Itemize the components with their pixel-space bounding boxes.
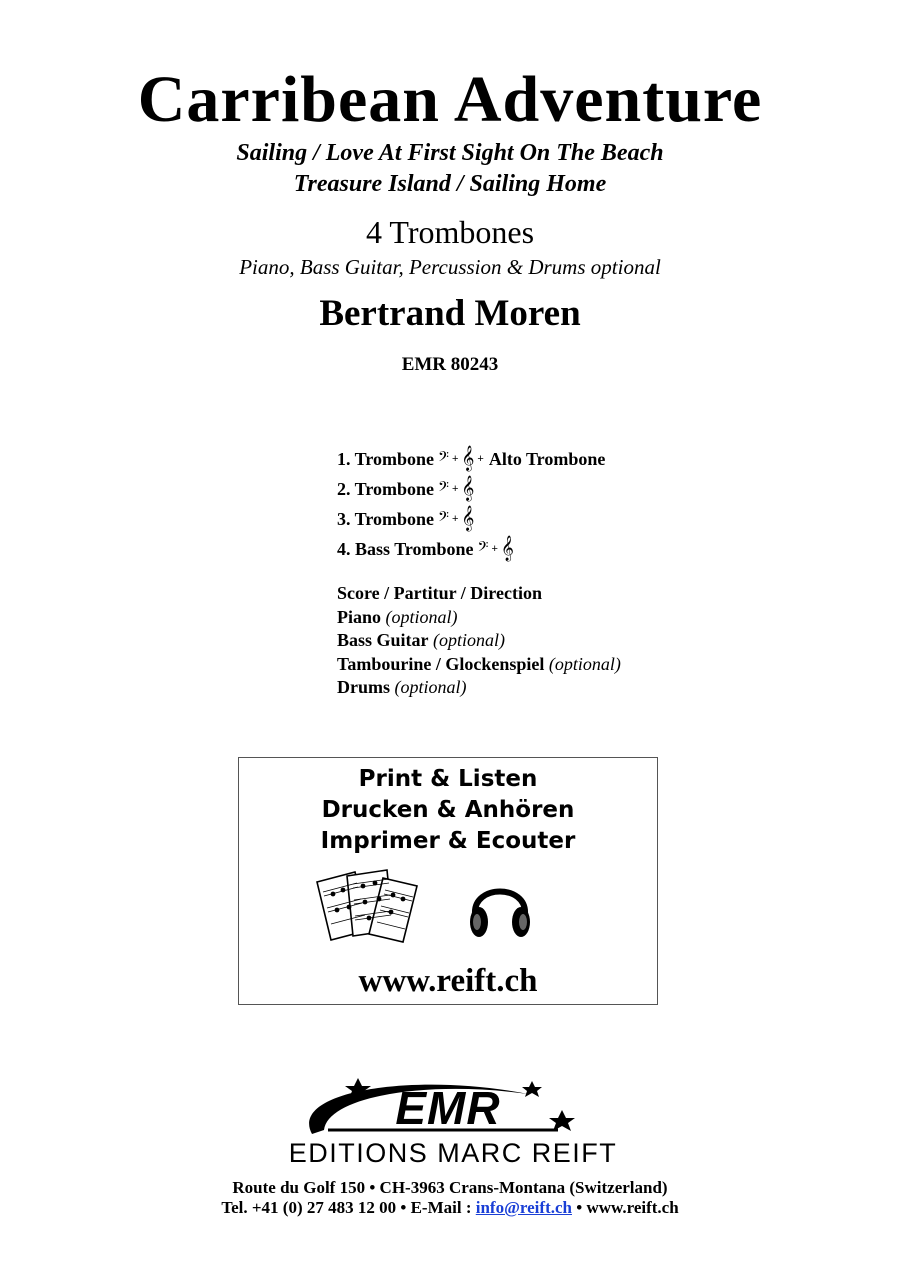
list-item xyxy=(337,583,621,607)
part-item xyxy=(337,504,605,534)
plus-sign: + xyxy=(477,453,484,465)
part-item xyxy=(337,444,605,474)
part-label: 4. Bass Trombone xyxy=(337,538,474,559)
separator: • xyxy=(400,1198,407,1217)
sheet-music-icon xyxy=(313,868,423,944)
separator: • xyxy=(576,1198,583,1217)
part-label: 3. Trombone xyxy=(337,508,435,529)
list-item xyxy=(337,607,621,631)
clef-group xyxy=(438,508,474,530)
treble-clef-icon: 𝄞 xyxy=(461,476,475,501)
optional-note: (optional) xyxy=(394,677,467,697)
promo-website-link[interactable]: www.reift.ch xyxy=(358,963,538,999)
promo-line-german: Drucken & Anhören xyxy=(321,797,575,823)
part-label: 2. Trombone xyxy=(337,478,435,499)
part-name: Score / Partitur / Direction xyxy=(337,583,542,603)
composer-name: Bertrand Moren xyxy=(319,293,581,334)
publisher-address: Route du Golf 150 • CH-3963 Crans-Montana (Switzerland) xyxy=(232,1178,668,1197)
website-link[interactable]: www.reift.ch xyxy=(586,1198,679,1217)
promo-line-french: Imprimer & Ecouter xyxy=(320,828,576,854)
part-name: Tambourine / Glockenspiel xyxy=(337,653,545,674)
list-item xyxy=(337,654,621,678)
part-item xyxy=(337,474,605,504)
movements-line-2: Treasure Island / Sailing Home xyxy=(293,171,607,197)
plus-sign: + xyxy=(451,513,459,525)
clef-group xyxy=(478,538,514,560)
phone-number: Tel. +41 (0) 27 483 12 00 xyxy=(221,1198,397,1217)
print-listen-box xyxy=(238,757,658,1005)
email-label: E-Mail : xyxy=(410,1198,472,1217)
clef-group xyxy=(438,448,487,470)
page-title: Carribean Adventure xyxy=(137,63,763,136)
bass-clef-icon: 𝄢 xyxy=(477,538,489,559)
publisher-name: EDITIONS MARC REIFT xyxy=(288,1138,618,1168)
treble-clef-icon: 𝄞 xyxy=(461,506,475,531)
plus-sign: + xyxy=(451,483,459,495)
part-item xyxy=(337,534,605,564)
bass-clef-icon: 𝄢 xyxy=(438,508,449,529)
bass-clef-icon: 𝄢 xyxy=(438,478,449,499)
email-link[interactable]: info@reift.ch xyxy=(475,1198,572,1217)
emr-logo xyxy=(228,1072,678,1168)
headphones-icon xyxy=(465,870,535,942)
additional-parts-list xyxy=(337,583,621,701)
instrumentation: 4 Trombones xyxy=(365,214,535,250)
plus-sign: + xyxy=(451,453,459,465)
optional-note: (optional) xyxy=(385,606,458,627)
part-name: Drums xyxy=(337,677,390,697)
part-name: Piano xyxy=(337,606,382,627)
promo-line-english: Print & Listen xyxy=(358,766,538,792)
movements-line-1: Sailing / Love At First Sight On The Beach xyxy=(236,140,664,166)
bass-clef-icon: 𝄢 xyxy=(438,448,449,469)
clef-group xyxy=(438,478,474,500)
catalog-code: EMR 80243 xyxy=(401,354,499,375)
list-item xyxy=(337,677,621,701)
optional-note: (optional) xyxy=(548,653,621,674)
treble-clef-icon: 𝄞 xyxy=(461,446,475,471)
optional-instruments: Piano, Bass Guitar, Percussion & Drums optional xyxy=(239,255,661,279)
logo-monogram: EMR xyxy=(395,1082,501,1134)
optional-note: (optional) xyxy=(433,630,506,650)
plus-sign: + xyxy=(491,543,498,555)
part-extra: Alto Trombone xyxy=(488,448,606,469)
publisher-contact xyxy=(0,1198,900,1218)
part-label: 1. Trombone xyxy=(337,448,435,469)
list-item xyxy=(337,630,621,654)
parts-list xyxy=(337,444,605,564)
part-name: Bass Guitar xyxy=(337,630,429,650)
treble-clef-icon: 𝄞 xyxy=(500,536,514,561)
